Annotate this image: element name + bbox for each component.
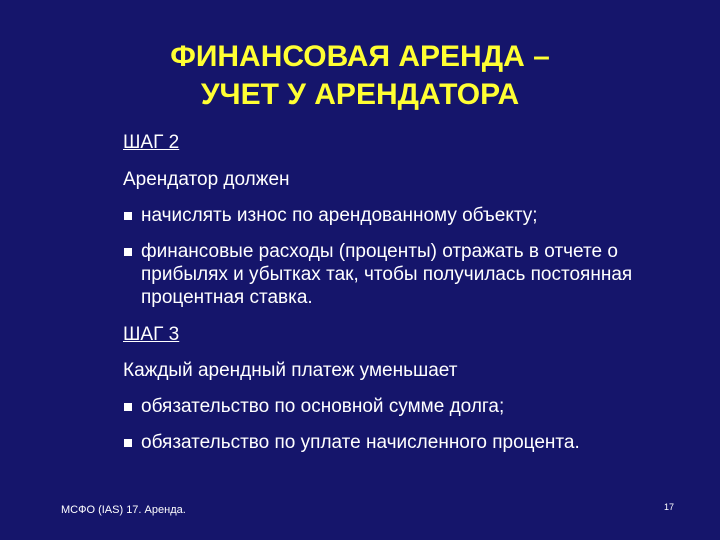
slide-title-line-1: ФИНАНСОВАЯ АРЕНДА –: [170, 40, 550, 73]
square-bullet-icon: [124, 212, 132, 220]
bullet-text: начислять износ по арендованному объекту;: [141, 205, 538, 226]
bullet-text: обязательство по основной сумме долга;: [141, 396, 505, 417]
bullet-text: финансовые расходы (проценты) отражать в отчете о прибылях и убытках так, чтобы получилась постоянная процентная ставка.: [141, 241, 633, 308]
bullet-item: [123, 431, 683, 454]
bullet-item: [123, 204, 683, 227]
footer-source: МСФО (IAS) 17. Аренда.: [61, 504, 186, 516]
slide-body: [123, 131, 683, 454]
square-bullet-icon: [124, 248, 132, 256]
page-number: 17: [664, 502, 675, 512]
slide-title-line-2: УЧЕТ У АРЕНДАТОРА: [200, 78, 520, 111]
step-2-lead: Арендатор должен: [123, 169, 290, 190]
step-3-heading: ШАГ 3: [123, 324, 180, 345]
square-bullet-icon: [124, 439, 132, 447]
step-2-heading: ШАГ 2: [123, 132, 180, 153]
bullet-text: обязательство по уплате начисленного процента.: [141, 432, 580, 453]
bullet-item: [123, 395, 683, 418]
square-bullet-icon: [124, 403, 132, 411]
bullet-item: [123, 240, 683, 309]
step-2-bullet-list: [123, 204, 683, 309]
slide-title: [60, 38, 660, 114]
step-3-lead: Каждый арендный платеж уменьшает: [123, 360, 458, 381]
step-3-bullet-list: [123, 395, 683, 454]
